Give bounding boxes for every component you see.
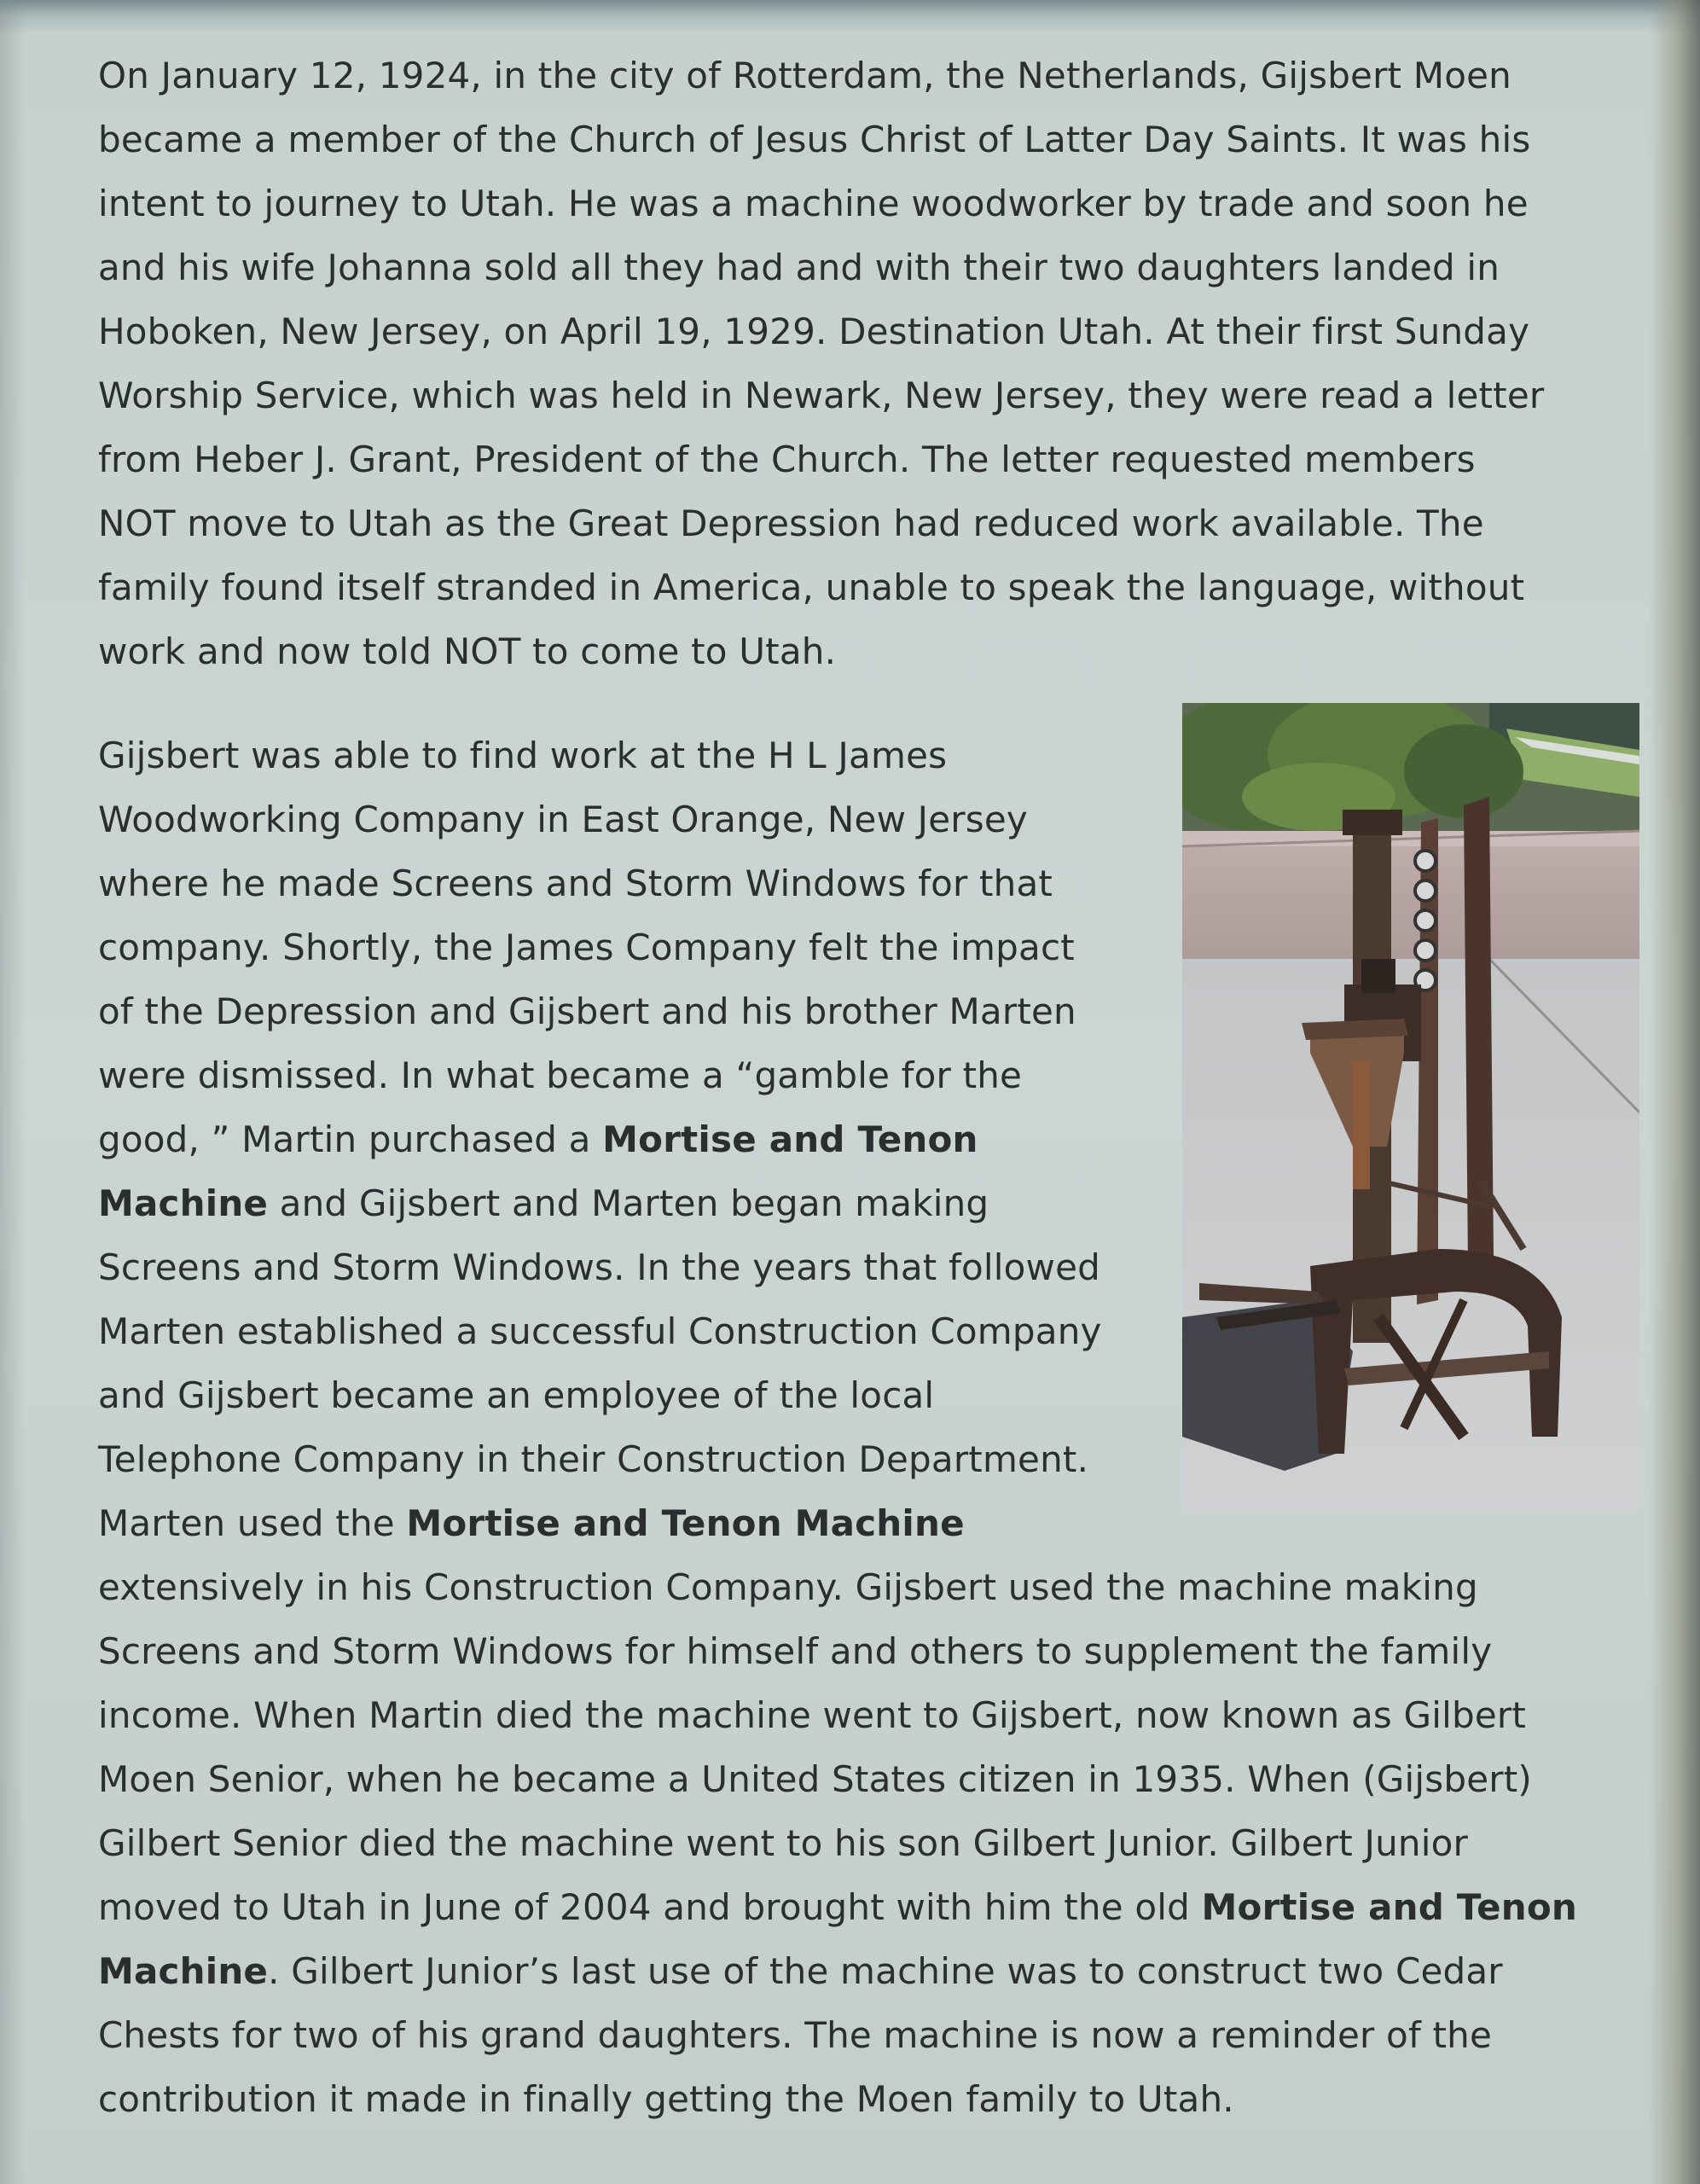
paragraph-1: [98, 44, 1544, 683]
text-line: extensively in his Construction Company. Gijsbert used the machine making: [98, 1566, 1478, 1608]
text-line: Gijsbert was able to find work at the H L James: [98, 735, 948, 776]
text-line: On January 12, 1924, in the city of Rotterdam, the Netherlands, Gijsbert Moen: [98, 55, 1511, 96]
bold-machine-name: Mortise and Tenon: [602, 1118, 978, 1160]
text-line: and Gijsbert became an employee of the local: [98, 1374, 935, 1416]
text-run: good, ” Martin purchased a: [98, 1118, 603, 1160]
bold-machine-name: Mortise and Tenon Machine: [406, 1502, 965, 1544]
text-line: of the Depression and Gijsbert and his brother Marten: [98, 990, 1076, 1032]
text-line: Telephone Company in their Construction Department.: [98, 1438, 1089, 1480]
bold-machine-name: Machine: [98, 1182, 269, 1224]
text-line: Chests for two of his grand daughters. The machine is now a reminder of the: [98, 2014, 1493, 2056]
text-run: . Gilbert Junior’s last use of the machine was to construct two Cedar: [268, 1950, 1503, 1992]
paper-right-edge: [1649, 0, 1700, 2184]
text-line: company. Shortly, the James Company felt the impact: [98, 926, 1075, 968]
text-line: Screens and Storm Windows. In the years that followed: [98, 1246, 1100, 1288]
text-line: Marten established a successful Construction Company: [98, 1310, 1102, 1352]
text-line: where he made Screens and Storm Windows for that: [98, 863, 1053, 904]
text-line: from Heber J. Grant, President of the Church. The letter requested members: [98, 439, 1476, 480]
text-line: Gilbert Senior died the machine went to his son Gilbert Junior. Gilbert Junior: [98, 1822, 1468, 1864]
text-line: and his wife Johanna sold all they had and with their two daughters landed in: [98, 247, 1500, 288]
text-line: Woodworking Company in East Orange, New Jersey: [98, 799, 1028, 840]
text-line: Hoboken, New Jersey, on April 19, 1929. Destination Utah. At their first Sunday: [98, 311, 1530, 352]
mortise-and-tenon-machine-photo: [1182, 703, 1639, 1510]
text-line: were dismissed. In what became a “gamble for the: [98, 1054, 1023, 1096]
text-line: Moen Senior, when he became a United States citizen in 1935. When (Gijsbert): [98, 1758, 1532, 1800]
text-line: Worship Service, which was held in Newark, New Jersey, they were read a letter: [98, 375, 1545, 416]
bold-machine-name: Machine: [98, 1950, 269, 1992]
text-line: contribution it made in finally getting the Moen family to Utah.: [98, 2078, 1234, 2120]
text-line: work and now told NOT to come to Utah.: [98, 630, 837, 672]
text-line: [98, 1939, 1577, 2003]
text-line: NOT move to Utah as the Great Depression had reduced work available. The: [98, 502, 1484, 544]
text-line: became a member of the Church of Jesus Christ of Latter Day Saints. It was his: [98, 119, 1531, 160]
text-line: income. When Martin died the machine went to Gijsbert, now known as Gilbert: [98, 1694, 1527, 1736]
paper-left-shadow: [0, 0, 26, 2184]
text-run: moved to Utah in June of 2004 and brought with him the old: [98, 1886, 1202, 1928]
text-line: Screens and Storm Windows for himself and others to supplement the family: [98, 1630, 1493, 1672]
machine-photo-icon: [1182, 703, 1639, 1510]
text-line: family found itself stranded in America, unable to speak the language, without: [98, 566, 1525, 608]
text-line: intent to journey to Utah. He was a machine woodworker by trade and soon he: [98, 183, 1529, 224]
text-run: and Gijsbert and Marten began making: [268, 1182, 989, 1224]
text-run: Marten used the: [98, 1502, 407, 1544]
text-line: [98, 1875, 1577, 1939]
bold-machine-name: Mortise and Tenon: [1201, 1886, 1578, 1928]
